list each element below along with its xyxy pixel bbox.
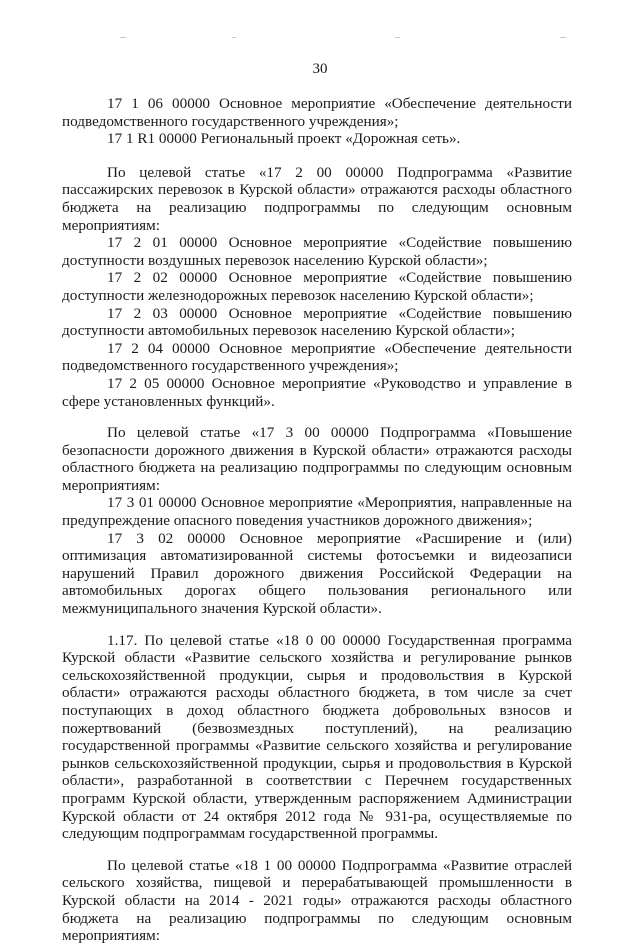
paragraph: 17 2 03 00000 Основное мероприятие «Содействие повышению доступности автомобильных перевозок населению Курской области»; — [62, 304, 572, 340]
page-number: 30 — [312, 61, 328, 77]
paragraph: По целевой статье «17 3 00 00000 Подпрограмма «Повышение безопасности дорожного движения в Курской области» отражаются расходы областного бюджета на реализацию подпрограммы по следующим основным мероприятиям: — [62, 424, 572, 494]
paragraph: 17 2 01 00000 Основное мероприятие «Содействие повышению доступности воздушных перевозок населению Курской области»; — [62, 234, 572, 269]
paragraph: По целевой статье «18 1 00 00000 Подпрограмма «Развитие отраслей сельского хозяйства, пищевой и перерабатывающей промышленности в Курской области на 2014 - 2021 годы» отражаются расходы областного бюджета на реализацию подпрограммы по следующим основным мероприятиям: — [62, 856, 572, 945]
paragraph: 17 2 04 00000 Основное мероприятие «Обеспечение деятельности подведомственного государственного учреждения»; — [62, 339, 572, 375]
paragraph: 17 2 05 00000 Основное мероприятие «Руководство и управление в сфере установленных функций». — [62, 374, 572, 410]
paragraph: 17 2 02 00000 Основное мероприятие «Содействие повышению доступности железнодорожных перевозок населению Курской области»; — [62, 269, 572, 304]
scan-artifact-line — [232, 37, 236, 38]
paragraph: 17 1 R1 00000 Региональный проект «Дорожная сеть». — [107, 130, 461, 148]
scan-artifact-line — [120, 37, 126, 38]
paragraph: 17 3 02 00000 Основное мероприятие «Расширение и (или) оптимизация автоматизированной системы фотосъемки и видеозаписи нарушений Правил дорожного движения Российской Федерации на автомобильных дорогах общего пользования регионального или межмуниципального значения Курской области». — [62, 529, 572, 618]
paragraph: 1.17. По целевой статье «18 0 00 00000 Государственная программа Курской области «Развитие сельского хозяйства и регулирование рынков сельскохозяйственной продукции, сырья и продовольствия в Курской области» отражаются расходы областного бюджета, в том числе за счет поступающих в доход областного бюджета добровольных взносов и пожертвований (безвозмездных поступлений), на реализацию государственной программы «Развитие сельского хозяйства и регулирование рынков сельскохозяйственной продукции, сырья и продовольствия в Курской области», разработанной в соответствии с Перечнем государственных программ Курской области, утвержденным распоряжением Администрации Курской области от 24 октября 2012 года № 931-ра, осуществляемые по следующим подпрограммам государственной программы. — [62, 631, 572, 843]
scan-artifact-line — [395, 37, 400, 38]
paragraph: По целевой статье «17 2 00 00000 Подпрограмма «Развитие пассажирских перевозок в Курской области» отражаются расходы областного бюджета на реализацию подпрограммы по следующим основным мероприятиям: — [62, 163, 572, 234]
paragraph: 17 1 06 00000 Основное мероприятие «Обеспечение деятельности подведомственного государственного учреждения»; — [62, 95, 572, 130]
paragraph: 17 3 01 00000 Основное мероприятие «Мероприятия, направленные на предупреждение опасного поведения участников дорожного движения»; — [62, 494, 572, 530]
document-body — [62, 95, 572, 945]
scan-artifact-line — [560, 37, 566, 38]
